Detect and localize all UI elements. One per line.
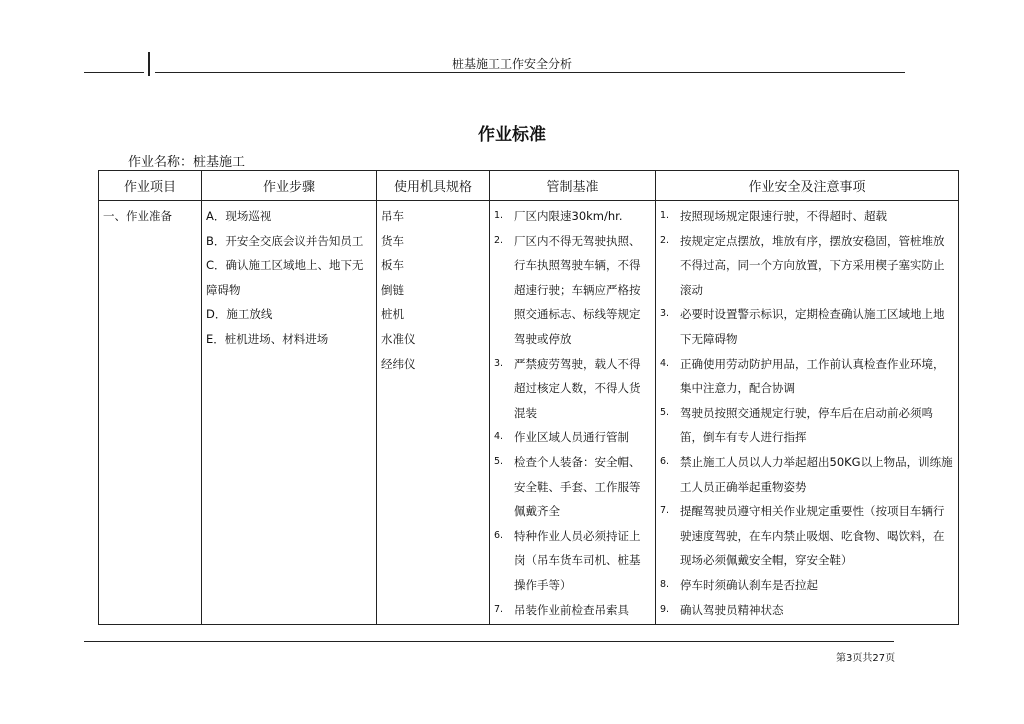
safety-item — [660, 352, 954, 401]
item-number: 6. — [660, 455, 670, 467]
tool-item: 货车 — [381, 233, 404, 248]
cell-safety — [656, 201, 959, 625]
item-text: 停车时须确认刹车是否拉起 — [680, 577, 818, 592]
table-row — [99, 201, 959, 625]
step-item: B．开安全交底会议并告知员工 — [206, 233, 364, 248]
item-text: 按规定定点摆放，堆放有序，摆放安稳固，管桩堆放不得过高，同一个方向放置，下方采用楔子塞实防止滚动 — [680, 233, 945, 297]
steps-list — [206, 204, 372, 352]
safety-item — [660, 573, 954, 598]
item-number: 7. — [660, 505, 670, 517]
tool-item: 经纬仪 — [381, 356, 416, 371]
safety-item — [660, 401, 954, 450]
item-text: 必要时设置警示标识，定期检查确认施工区域地上地下无障碍物 — [680, 307, 945, 346]
header-title: 桩基施工工作安全分析 — [451, 57, 572, 71]
item-text: 严禁疲劳驾驶，载人不得超过核定人数，不得人货混装 — [514, 356, 641, 420]
item-number: 2. — [660, 234, 670, 246]
cell-steps — [202, 201, 377, 625]
item-number: 8. — [660, 578, 670, 590]
item-text: 特种作业人员必须持证上岗（吊车货车司机、桩基操作手等） — [514, 528, 641, 592]
header-project: 作业项目 — [99, 171, 202, 201]
control-list — [494, 204, 651, 622]
tool-item: 桩机 — [381, 307, 404, 322]
tool-item: 板车 — [381, 258, 404, 273]
header-rule-left — [84, 72, 144, 73]
cell-control — [490, 201, 656, 625]
safety-item — [660, 204, 954, 229]
item-text: 吊装作业前检查吊索具 — [514, 602, 629, 617]
safety-item — [660, 229, 954, 303]
item-text: 正确使用劳动防护用品，工作前认真检查作业环境，集中注意力，配合协调 — [680, 356, 945, 396]
item-text: 作业区域人员通行管制 — [514, 430, 629, 445]
cell-tools — [377, 201, 490, 625]
control-item — [494, 524, 651, 598]
item-number: 2. — [494, 234, 504, 246]
tool-item: 水准仪 — [381, 331, 416, 346]
item-number: 1. — [660, 210, 670, 221]
header-steps: 作业步骤 — [202, 171, 377, 201]
control-item — [494, 229, 651, 352]
safety-list — [660, 204, 954, 622]
document-title: 作业标准 — [478, 125, 546, 145]
item-text: 按照现场规定限速行驶，不得超时、超载 — [680, 209, 887, 223]
control-item — [494, 598, 651, 623]
safety-item — [660, 450, 954, 499]
item-number: 4. — [494, 431, 504, 443]
header-rule-right — [155, 72, 905, 73]
cell-project: 一、作业准备 — [99, 201, 202, 625]
control-item — [494, 425, 651, 450]
item-text: 厂区内限速30km/hr. — [514, 209, 623, 223]
standards-table — [98, 170, 959, 625]
page-number: 第3页共27页 — [836, 653, 896, 664]
header-control: 管制基准 — [490, 171, 656, 201]
tool-item: 倒链 — [381, 282, 404, 297]
step-item: C．确认施工区域地上、地下无障碍物 — [206, 258, 364, 297]
safety-item — [660, 598, 954, 623]
item-text: 禁止施工人员以人力举起超出50KG以上物品，训练施工人员正确举起重物姿势 — [680, 454, 953, 494]
item-number: 1. — [494, 210, 504, 221]
item-number: 6. — [494, 529, 504, 541]
operation-name: 作业名称：桩基施工 — [128, 155, 246, 170]
control-item — [494, 352, 651, 426]
header-tools: 使用机具规格 — [377, 171, 490, 201]
item-text: 确认驾驶员精神状态 — [680, 602, 784, 617]
safety-item — [660, 499, 954, 573]
step-item: A．现场巡视 — [206, 209, 272, 223]
control-item — [494, 204, 651, 229]
header-safety: 作业安全及注意事项 — [656, 171, 959, 201]
table-header-row — [99, 171, 959, 201]
step-item: D．施工放线 — [206, 307, 273, 322]
item-number: 9. — [660, 603, 670, 615]
item-number: 5. — [660, 406, 670, 418]
item-number: 3. — [494, 357, 504, 369]
item-text: 厂区内不得无驾驶执照、行车执照驾驶车辆，不得超速行驶；车辆应严格按照交通标志、标线等规定驾驶或停放 — [514, 233, 641, 346]
item-number: 4. — [660, 357, 670, 369]
footer-rule — [84, 641, 894, 642]
item-number: 3. — [660, 308, 670, 320]
item-text: 驾驶员按照交通规定行驶，停车后在启动前必须鸣笛，倒车有专人进行指挥 — [680, 405, 933, 445]
item-number: 7. — [494, 603, 504, 615]
step-item: E．桩机进场、材料进场 — [206, 331, 329, 346]
control-item — [494, 450, 651, 524]
safety-item — [660, 302, 954, 351]
item-text: 检查个人装备：安全帽、安全鞋、手套、工作服等佩戴齐全 — [514, 454, 641, 519]
item-number: 5. — [494, 455, 504, 467]
item-text: 提醒驾驶员遵守相关作业规定重要性（按项目车辆行驶速度驾驶，在车内禁止吸烟、吃食物、喝饮料，在现场必须佩戴安全帽，穿安全鞋） — [680, 504, 945, 568]
tools-list — [381, 204, 485, 376]
tool-item: 吊车 — [381, 209, 404, 223]
